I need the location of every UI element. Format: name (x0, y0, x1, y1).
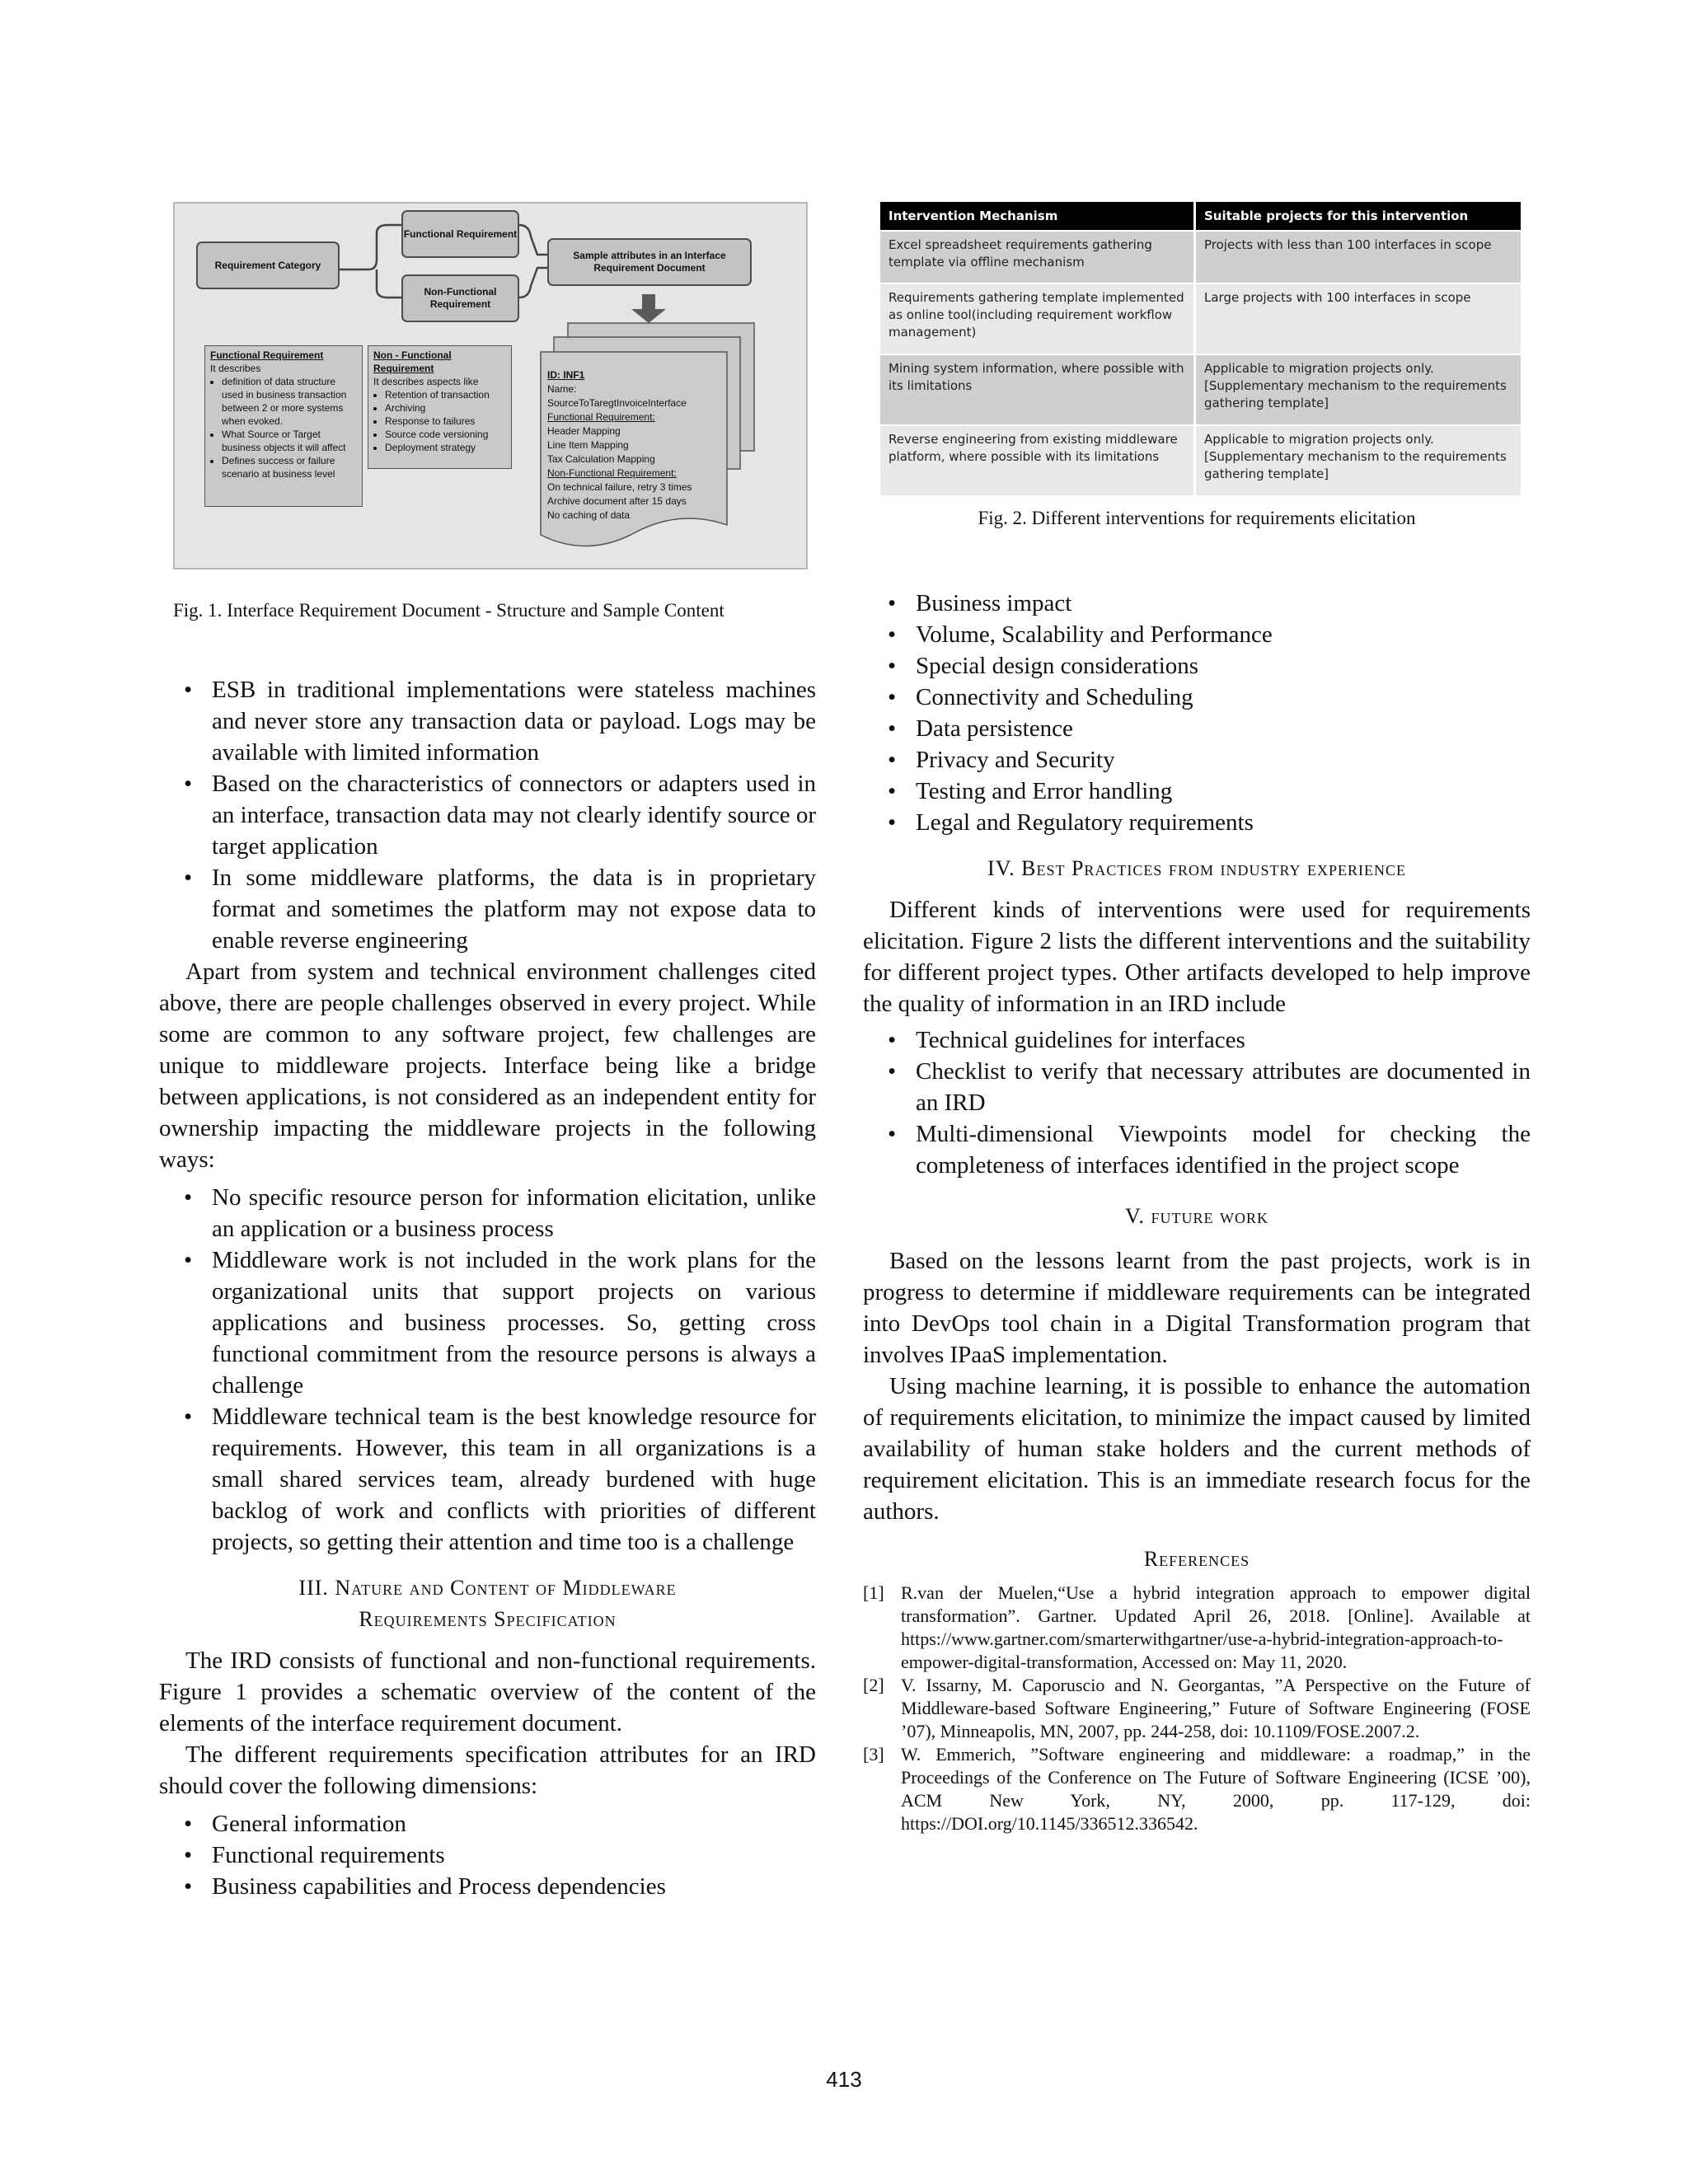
paragraph: Based on the lessons learnt from the past projects, work is in progress to determine if middleware requirements can be integrated into DevOps tool chain in a Digital Transformation program that involves IPaaS implementation. (863, 1248, 1531, 1368)
sample-attributes-box: Sample attributes in an Interface Requirement Document (547, 238, 752, 286)
bullet-list-dimensions (159, 1808, 816, 1902)
list-item: • In some middleware platforms, the data is in proprietary format and sometimes the platform may not expose data to enable reverse engineering (159, 862, 816, 956)
table-row (880, 284, 1521, 354)
panel-func-intro: It describes (210, 363, 261, 374)
table-cell: Large projects with 100 interfaces in scope (1195, 284, 1522, 354)
panel-func-title: Functional Requirement (210, 349, 324, 361)
panel-nonfunc-item: • Source code versioning (385, 428, 506, 441)
sample-ird-document (547, 368, 724, 523)
section-heading-4: IV. Best Practices from industry experience (987, 856, 1406, 880)
table-header: Intervention Mechanism (880, 202, 1195, 231)
table-cell: Applicable to migration projects only. [Supplementary mechanism to the requirements gathering template] (1195, 354, 1522, 425)
table-row (880, 425, 1521, 495)
page-number: 413 (826, 2067, 862, 2092)
panel-nonfunc-item: • Archiving (385, 401, 506, 415)
nonfunctional-requirement-box: Non-Functional Requirement (401, 274, 519, 322)
reference-item (863, 1743, 1531, 1835)
list-item: • Privacy and Security (863, 744, 1531, 776)
references-heading: References (1143, 1547, 1250, 1571)
panel-nonfunc-intro: It describes aspects like (373, 376, 479, 387)
bullet-list-artifacts (863, 1024, 1531, 1181)
doc-func-item: Tax Calculation Mapping (547, 453, 655, 465)
doc-nonfunc-item: On technical failure, retry 3 times (547, 481, 692, 493)
list-item: • Connectivity and Scheduling (863, 682, 1531, 713)
figure-2-caption: Fig. 2. Different interventions for requirements elicitation (978, 508, 1416, 528)
doc-func-item: Header Mapping (547, 425, 621, 437)
section-heading-line: Requirements Specification (359, 1607, 617, 1631)
paragraph: Different kinds of interventions were used for requirements elicitation. Figure 2 lists the different interventions and the suitability for different project types. Other artifacts developed to help improve the quality of information in an IRD include (863, 897, 1531, 1017)
bullet-list-challenges (159, 674, 816, 956)
reference-number: [2] (863, 1675, 884, 1695)
list-item: • Business capabilities and Process dependencies (159, 1871, 816, 1902)
doc-func-head: Functional Requirement: (547, 411, 655, 423)
section-heading-line: III. Nature and Content of Middleware (298, 1576, 677, 1600)
reference-item (863, 1582, 1531, 1674)
bullet-list-people-challenges (159, 1182, 816, 1558)
table-row (880, 354, 1521, 425)
list-item: • No specific resource person for information elicitation, unlike an application or a business process (159, 1182, 816, 1244)
paragraph: Apart from system and technical environment challenges cited above, there are people challenges observed in every project. While some are common to any software project, few challenges are unique to middleware projects. Interface being like a bridge between applications, is not considered as an independent entity for ownership impacting the middleware projects in the following ways: (159, 958, 816, 1173)
nonfunctional-requirement-panel (368, 345, 512, 469)
figure-1-caption: Fig. 1. Interface Requirement Document - Structure and Sample Content (173, 600, 724, 621)
doc-nonfunc-item: No caching of data (547, 509, 631, 521)
doc-name-value: SourceToTaregtInvoiceInterface (547, 397, 687, 409)
figure-2-table (880, 202, 1521, 495)
table-cell: Projects with less than 100 interfaces in scope (1195, 231, 1522, 284)
list-item: • Middleware work is not included in the work plans for the organizational units that support projects on various applications and business processes. So, getting cross functional commitment from the resource persons is always a challenge (159, 1244, 816, 1401)
list-item: • Legal and Regulatory requirements (863, 807, 1531, 838)
list-item: • Multi-dimensional Viewpoints model for checking the completeness of interfaces identified in the project scope (863, 1118, 1531, 1181)
panel-func-item: • What Source or Target business objects it will affect (222, 428, 357, 454)
section-heading-3 (159, 1572, 816, 1635)
panel-nonfunc-title: Non - Functional Requirement (373, 349, 452, 374)
reference-text: V. Issarny, M. Caporuscio and N. Georgantas, ”A Perspective on the Future of Middleware-based Software Engineering,” Future of Software Engineering (FOSE ’07), Minneapolis, MN, 2007, pp. 244-258, doi: 10.1109/FOSE.2007.2. (901, 1675, 1531, 1741)
right-column (863, 588, 1531, 1835)
doc-id: ID: INF1 (547, 369, 585, 381)
reference-text: R.van der Muelen,“Use a hybrid integration approach to empower digital transformation”. Gartner. Updated April 26, 2018. [Online]. Available at https://www.gartner.com/smarterwithgartner/use-a-hybrid-integration-approach-to-empower-digital-transformation, Accessed on: May 11, 2020. (901, 1582, 1531, 1672)
left-column (159, 674, 816, 1902)
table-cell: Reverse engineering from existing middleware platform, where possible with its limitations (880, 425, 1195, 495)
functional-requirement-panel (204, 345, 363, 507)
list-item: • Middleware technical team is the best knowledge resource for requirements. However, this team in all organizations is a small shared services team, already burdened with huge backlog of work and conflicts with priorities of different projects, so getting their attention and time too is a challenge (159, 1401, 816, 1558)
panel-nonfunc-item: • Deployment strategy (385, 441, 506, 454)
paragraph: The different requirements specification attributes for an IRD should cover the following dimensions: (159, 1741, 816, 1799)
table-cell: Requirements gathering template implemented as online tool(including requirement workflow management) (880, 284, 1195, 354)
reference-list (863, 1582, 1531, 1835)
paragraph: The IRD consists of functional and non-functional requirements. Figure 1 provides a schematic overview of the content of the elements of the interface requirement document. (159, 1647, 816, 1736)
table-header: Suitable projects for this intervention (1195, 202, 1522, 231)
list-item: • Volume, Scalability and Performance (863, 619, 1531, 650)
table-cell: Excel spreadsheet requirements gathering template via offline mechanism (880, 231, 1195, 284)
panel-func-item: • Defines success or failure scenario at business level (222, 454, 357, 480)
list-item: • Technical guidelines for interfaces (863, 1024, 1531, 1056)
reference-item (863, 1674, 1531, 1743)
list-item: • General information (159, 1808, 816, 1840)
list-item: • Testing and Error handling (863, 776, 1531, 807)
functional-requirement-box: Functional Requirement (401, 210, 519, 258)
table-cell: Mining system information, where possible with its limitations (880, 354, 1195, 425)
bullet-list-dimensions-cont (863, 588, 1531, 838)
list-item: • Data persistence (863, 713, 1531, 744)
doc-nonfunc-head: Non-Functional Requirement: (547, 467, 677, 479)
reference-text: W. Emmerich, ”Software engineering and middleware: a roadmap,” in the Proceedings of the Conference on The Future of Software Engineering (ICSE ’00), ACM New York, NY, 2000, pp. 117-129, doi: https://DOI.org/10.1145/336512.336542. (901, 1744, 1531, 1834)
panel-func-item: • definition of data structure used in business transaction between 2 or more systems when evoked. (222, 375, 357, 428)
paragraph: Using machine learning, it is possible to enhance the automation of requirements elicitation, to minimize the impact caused by limited availability of human stake holders and the current methods of requirement elicitation. This is an immediate research focus for the authors. (863, 1373, 1531, 1525)
panel-nonfunc-item: • Retention of transaction (385, 388, 506, 401)
list-item: • Checklist to verify that necessary attributes are documented in an IRD (863, 1056, 1531, 1118)
doc-name-label: Name: (547, 383, 577, 395)
panel-nonfunc-item: • Response to failures (385, 415, 506, 428)
figure-1-diagram (173, 202, 808, 569)
reference-number: [1] (863, 1582, 884, 1603)
requirement-category-box: Requirement Category (196, 241, 340, 289)
reference-number: [3] (863, 1744, 884, 1765)
list-item: • Based on the characteristics of connectors or adapters used in an interface, transaction data may not clearly identify source or target application (159, 768, 816, 862)
list-item: • Functional requirements (159, 1840, 816, 1871)
list-item: • ESB in traditional implementations were stateless machines and never store any transaction data or payload. Logs may be available with limited information (159, 674, 816, 768)
doc-nonfunc-item: Archive document after 15 days (547, 495, 687, 507)
section-heading-5: V. future work (1125, 1204, 1268, 1228)
table-row (880, 231, 1521, 284)
doc-func-item: Line Item Mapping (547, 439, 629, 451)
list-item: • Special design considerations (863, 650, 1531, 682)
table-cell: Applicable to migration projects only. [Supplementary mechanism to the requirements gathering template] (1195, 425, 1522, 495)
list-item: • Business impact (863, 588, 1531, 619)
